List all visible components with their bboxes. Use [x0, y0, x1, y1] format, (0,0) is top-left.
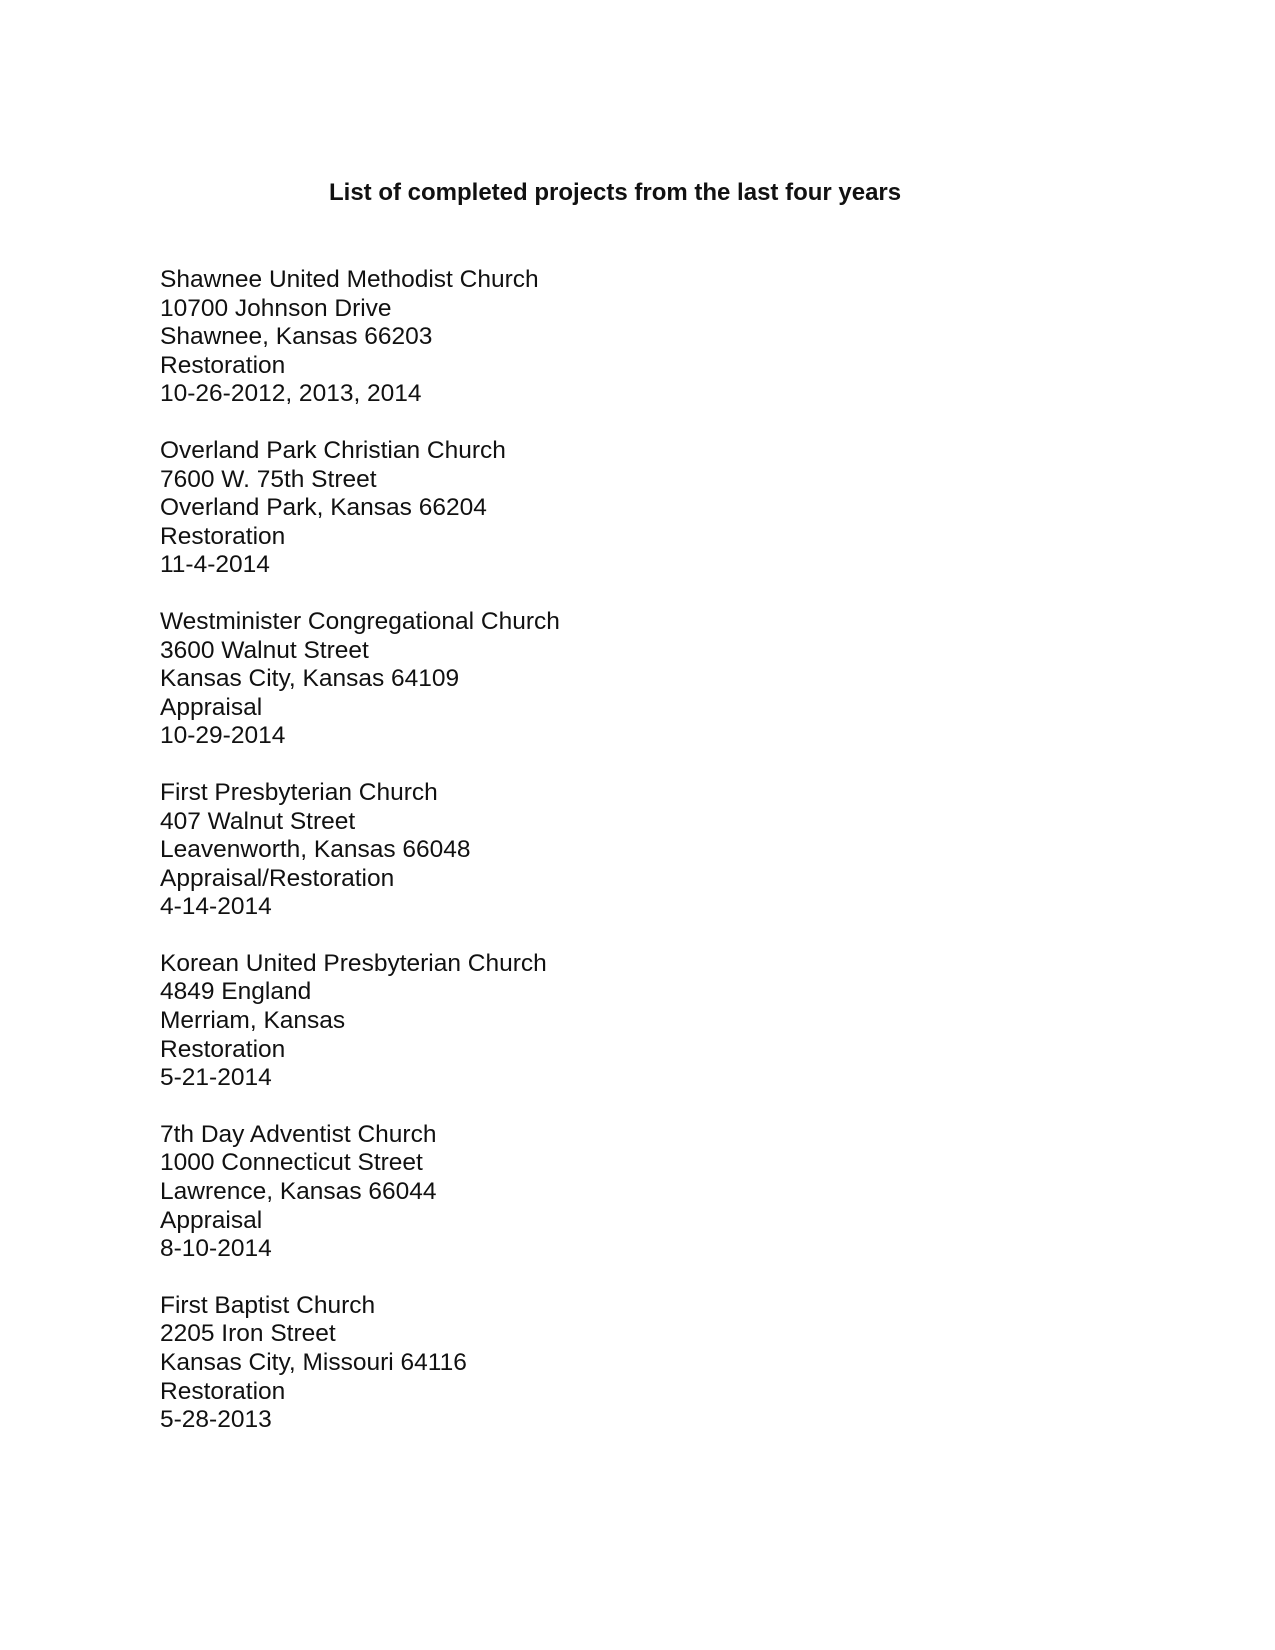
project-date: 10-26-2012, 2013, 2014 [160, 380, 422, 408]
project-entry [160, 779, 560, 922]
project-street: 10700 Johnson Drive [160, 294, 392, 322]
project-service: Appraisal/Restoration [160, 864, 395, 892]
project-list [160, 266, 560, 1463]
project-entry [160, 266, 560, 409]
project-service: Restoration [160, 1035, 286, 1063]
project-service: Appraisal [160, 1206, 263, 1234]
project-name: Korean United Presbyterian Church [160, 949, 547, 977]
project-street: 1000 Connecticut Street [160, 1149, 423, 1177]
project-city: Shawnee, Kansas 66203 [160, 323, 433, 351]
project-date: 5-21-2014 [160, 1064, 272, 1092]
project-service: Restoration [160, 1377, 286, 1405]
project-city: Leavenworth, Kansas 66048 [160, 836, 471, 864]
project-entry [160, 1121, 560, 1264]
project-entry [160, 437, 560, 580]
project-name: First Presbyterian Church [160, 778, 438, 806]
project-name: Westminister Congregational Church [160, 607, 560, 635]
project-city: Overland Park, Kansas 66204 [160, 494, 487, 522]
project-city: Merriam, Kansas [160, 1007, 346, 1035]
project-street: 7600 W. 75th Street [160, 465, 377, 493]
project-name: Overland Park Christian Church [160, 436, 506, 464]
project-name: 7th Day Adventist Church [160, 1120, 437, 1148]
project-entry [160, 1292, 560, 1435]
project-city: Kansas City, Kansas 64109 [160, 665, 460, 693]
project-entry [160, 608, 560, 751]
project-service: Appraisal [160, 693, 263, 721]
project-name: First Baptist Church [160, 1291, 376, 1319]
project-street: 407 Walnut Street [160, 807, 356, 835]
project-city: Lawrence, Kansas 66044 [160, 1178, 437, 1206]
project-date: 10-29-2014 [160, 722, 286, 750]
project-service: Restoration [160, 351, 286, 379]
page-title: List of completed projects from the last four years [329, 179, 902, 206]
project-street: 3600 Walnut Street [160, 636, 369, 664]
project-date: 11-4-2014 [160, 551, 270, 579]
project-city: Kansas City, Missouri 64116 [160, 1349, 467, 1376]
project-date: 8-10-2014 [160, 1235, 272, 1263]
project-service: Restoration [160, 522, 286, 550]
project-date: 5-28-2013 [160, 1406, 272, 1434]
project-street: 4849 England [160, 978, 312, 1006]
project-street: 2205 Iron Street [160, 1320, 336, 1348]
project-name: Shawnee United Methodist Church [160, 266, 539, 293]
project-entry [160, 950, 560, 1093]
project-date: 4-14-2014 [160, 893, 272, 921]
